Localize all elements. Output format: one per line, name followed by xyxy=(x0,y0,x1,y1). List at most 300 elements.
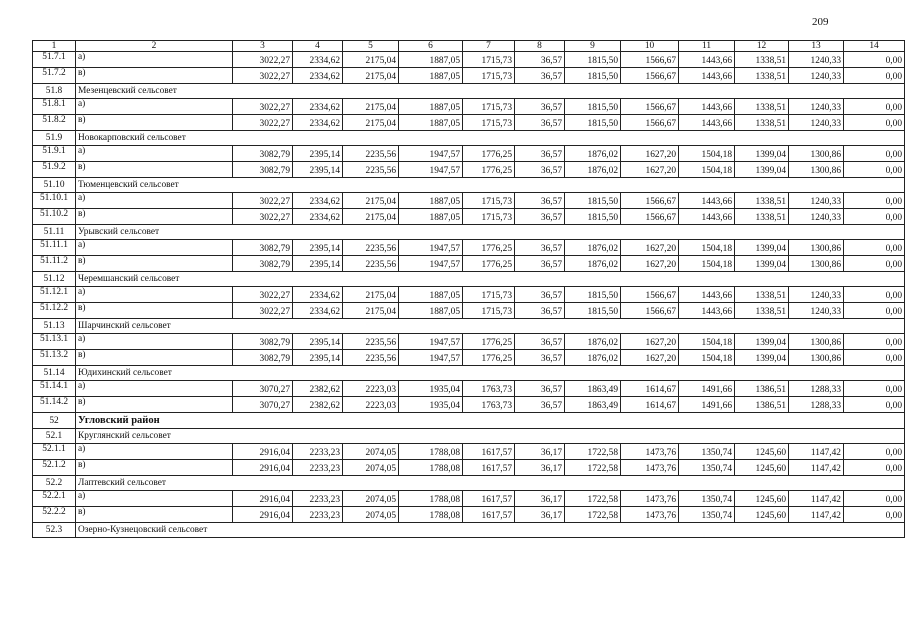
section-name: Лаптевский сельсовет xyxy=(76,476,905,491)
row-letter: а) xyxy=(76,334,233,350)
value-cell: 36,57 xyxy=(515,256,565,272)
row-code: 51.11.1 xyxy=(33,240,76,256)
value-cell: 1300,86 xyxy=(789,240,844,256)
value-cell: 1399,04 xyxy=(735,334,789,350)
row-code: 51.7.2 xyxy=(33,68,76,84)
value-cell: 0,00 xyxy=(844,193,905,209)
column-number-3: 3 xyxy=(233,41,293,52)
value-cell: 1443,66 xyxy=(679,52,735,68)
value-cell: 1240,33 xyxy=(789,68,844,84)
column-number-2: 2 xyxy=(76,41,233,52)
value-cell: 3070,27 xyxy=(233,397,293,413)
value-cell: 1788,08 xyxy=(399,460,463,476)
value-cell: 0,00 xyxy=(844,460,905,476)
value-cell: 36,57 xyxy=(515,381,565,397)
row-letter: в) xyxy=(76,397,233,413)
value-cell: 1715,73 xyxy=(463,52,515,68)
value-cell: 2235,56 xyxy=(343,240,399,256)
value-cell: 2175,04 xyxy=(343,52,399,68)
value-cell: 2235,56 xyxy=(343,334,399,350)
section-name: Урывский сельсовет xyxy=(76,225,905,240)
value-cell: 2395,14 xyxy=(293,334,343,350)
row-code: 51.10.2 xyxy=(33,209,76,225)
value-cell: 1627,20 xyxy=(621,350,679,366)
value-cell: 2334,62 xyxy=(293,209,343,225)
value-cell: 1240,33 xyxy=(789,209,844,225)
value-cell: 3022,27 xyxy=(233,99,293,115)
section-name: Шарчинский сельсовет xyxy=(76,319,905,334)
value-cell: 0,00 xyxy=(844,444,905,460)
section-row xyxy=(33,366,905,381)
value-cell: 2235,56 xyxy=(343,256,399,272)
value-cell: 2175,04 xyxy=(343,115,399,131)
table-row xyxy=(33,209,905,225)
value-cell: 1443,66 xyxy=(679,99,735,115)
table-row xyxy=(33,334,905,350)
value-cell: 3082,79 xyxy=(233,350,293,366)
row-code: 52.1.2 xyxy=(33,460,76,476)
section-code: 51.12 xyxy=(33,272,76,287)
value-cell: 1443,66 xyxy=(679,193,735,209)
value-cell: 1566,67 xyxy=(621,115,679,131)
value-cell: 1722,58 xyxy=(565,444,621,460)
value-cell: 3022,27 xyxy=(233,209,293,225)
value-cell: 1147,42 xyxy=(789,460,844,476)
value-cell: 1443,66 xyxy=(679,115,735,131)
column-number-6: 6 xyxy=(399,41,463,52)
value-cell: 1617,57 xyxy=(463,507,515,523)
value-cell: 36,57 xyxy=(515,334,565,350)
value-cell: 1147,42 xyxy=(789,491,844,507)
value-cell: 1788,08 xyxy=(399,444,463,460)
value-cell: 0,00 xyxy=(844,240,905,256)
value-cell: 1776,25 xyxy=(463,240,515,256)
value-cell: 2233,23 xyxy=(293,491,343,507)
value-cell: 1350,74 xyxy=(679,507,735,523)
value-cell: 36,57 xyxy=(515,287,565,303)
value-cell: 3082,79 xyxy=(233,146,293,162)
value-cell: 1300,86 xyxy=(789,350,844,366)
column-number-13: 13 xyxy=(789,41,844,52)
value-cell: 2235,56 xyxy=(343,350,399,366)
value-cell: 1863,49 xyxy=(565,397,621,413)
value-cell: 1245,60 xyxy=(735,491,789,507)
value-cell: 0,00 xyxy=(844,52,905,68)
value-cell: 2395,14 xyxy=(293,240,343,256)
value-cell: 3082,79 xyxy=(233,334,293,350)
tariff-table xyxy=(32,40,905,538)
value-cell: 1399,04 xyxy=(735,146,789,162)
page-number: 209 xyxy=(812,16,829,28)
value-cell: 0,00 xyxy=(844,99,905,115)
table-row xyxy=(33,52,905,68)
value-cell: 1443,66 xyxy=(679,68,735,84)
value-cell: 1776,25 xyxy=(463,350,515,366)
section-row xyxy=(33,319,905,334)
value-cell: 0,00 xyxy=(844,68,905,84)
value-cell: 36,57 xyxy=(515,350,565,366)
section-row xyxy=(33,178,905,193)
value-cell: 1473,76 xyxy=(621,460,679,476)
row-code: 51.13.2 xyxy=(33,350,76,366)
value-cell: 1399,04 xyxy=(735,240,789,256)
value-cell: 1386,51 xyxy=(735,397,789,413)
district-row xyxy=(33,413,905,429)
value-cell: 1887,05 xyxy=(399,68,463,84)
value-cell: 1887,05 xyxy=(399,303,463,319)
section-code: 52.3 xyxy=(33,523,76,538)
value-cell: 2334,62 xyxy=(293,99,343,115)
value-cell: 1876,02 xyxy=(565,256,621,272)
value-cell: 1815,50 xyxy=(565,193,621,209)
row-letter: в) xyxy=(76,115,233,131)
value-cell: 1763,73 xyxy=(463,397,515,413)
value-cell: 1300,86 xyxy=(789,256,844,272)
value-cell: 1876,02 xyxy=(565,334,621,350)
value-cell: 3022,27 xyxy=(233,303,293,319)
value-cell: 2334,62 xyxy=(293,193,343,209)
value-cell: 0,00 xyxy=(844,350,905,366)
table-row xyxy=(33,146,905,162)
table-row xyxy=(33,256,905,272)
value-cell: 1443,66 xyxy=(679,209,735,225)
value-cell: 1338,51 xyxy=(735,68,789,84)
value-cell: 0,00 xyxy=(844,303,905,319)
value-cell: 36,57 xyxy=(515,99,565,115)
value-cell: 2175,04 xyxy=(343,287,399,303)
value-cell: 1715,73 xyxy=(463,209,515,225)
row-code: 51.7.1 xyxy=(33,52,76,68)
value-cell: 1887,05 xyxy=(399,52,463,68)
value-cell: 2175,04 xyxy=(343,209,399,225)
row-letter: а) xyxy=(76,146,233,162)
value-cell: 2395,14 xyxy=(293,146,343,162)
value-cell: 1473,76 xyxy=(621,507,679,523)
row-letter: а) xyxy=(76,287,233,303)
row-letter: а) xyxy=(76,381,233,397)
value-cell: 1815,50 xyxy=(565,287,621,303)
value-cell: 36,57 xyxy=(515,52,565,68)
table-row xyxy=(33,68,905,84)
section-row xyxy=(33,84,905,99)
value-cell: 1788,08 xyxy=(399,507,463,523)
value-cell: 1722,58 xyxy=(565,507,621,523)
value-cell: 2382,62 xyxy=(293,397,343,413)
value-cell: 36,17 xyxy=(515,507,565,523)
value-cell: 0,00 xyxy=(844,162,905,178)
section-row xyxy=(33,225,905,240)
section-name: Мезенцевский сельсовет xyxy=(76,84,905,99)
table-row xyxy=(33,115,905,131)
column-number-4: 4 xyxy=(293,41,343,52)
table-row xyxy=(33,240,905,256)
value-cell: 1386,51 xyxy=(735,381,789,397)
value-cell: 1288,33 xyxy=(789,381,844,397)
value-cell: 1288,33 xyxy=(789,397,844,413)
value-cell: 0,00 xyxy=(844,115,905,131)
value-cell: 1627,20 xyxy=(621,334,679,350)
value-cell: 2074,05 xyxy=(343,460,399,476)
value-cell: 1240,33 xyxy=(789,303,844,319)
value-cell: 1566,67 xyxy=(621,99,679,115)
value-cell: 36,57 xyxy=(515,146,565,162)
value-cell: 2334,62 xyxy=(293,287,343,303)
value-cell: 1338,51 xyxy=(735,209,789,225)
section-name: Новокарповский сельсовет xyxy=(76,131,905,146)
value-cell: 1815,50 xyxy=(565,52,621,68)
value-cell: 1443,66 xyxy=(679,287,735,303)
row-code: 51.14.1 xyxy=(33,381,76,397)
value-cell: 2074,05 xyxy=(343,444,399,460)
value-cell: 2175,04 xyxy=(343,68,399,84)
value-cell: 36,57 xyxy=(515,303,565,319)
row-letter: в) xyxy=(76,209,233,225)
row-letter: в) xyxy=(76,256,233,272)
row-code: 51.14.2 xyxy=(33,397,76,413)
value-cell: 1617,57 xyxy=(463,460,515,476)
value-cell: 1947,57 xyxy=(399,162,463,178)
section-row xyxy=(33,272,905,287)
value-cell: 2223,03 xyxy=(343,381,399,397)
value-cell: 1240,33 xyxy=(789,52,844,68)
value-cell: 1722,58 xyxy=(565,460,621,476)
row-letter: в) xyxy=(76,303,233,319)
value-cell: 2916,04 xyxy=(233,444,293,460)
value-cell: 1300,86 xyxy=(789,162,844,178)
table-row xyxy=(33,491,905,507)
table-row xyxy=(33,99,905,115)
table-row xyxy=(33,162,905,178)
row-letter: в) xyxy=(76,68,233,84)
value-cell: 1627,20 xyxy=(621,256,679,272)
value-cell: 1473,76 xyxy=(621,491,679,507)
value-cell: 1399,04 xyxy=(735,162,789,178)
value-cell: 2233,23 xyxy=(293,507,343,523)
row-code: 51.9.1 xyxy=(33,146,76,162)
value-cell: 1473,76 xyxy=(621,444,679,460)
value-cell: 0,00 xyxy=(844,209,905,225)
value-cell: 36,57 xyxy=(515,240,565,256)
row-code: 52.1.1 xyxy=(33,444,76,460)
value-cell: 36,57 xyxy=(515,397,565,413)
row-code: 51.12.2 xyxy=(33,303,76,319)
value-cell: 2235,56 xyxy=(343,162,399,178)
value-cell: 1240,33 xyxy=(789,115,844,131)
row-code: 51.13.1 xyxy=(33,334,76,350)
value-cell: 1338,51 xyxy=(735,193,789,209)
value-cell: 1504,18 xyxy=(679,334,735,350)
value-cell: 3082,79 xyxy=(233,240,293,256)
value-cell: 1763,73 xyxy=(463,381,515,397)
value-cell: 1399,04 xyxy=(735,350,789,366)
value-cell: 0,00 xyxy=(844,334,905,350)
value-cell: 1776,25 xyxy=(463,256,515,272)
value-cell: 2175,04 xyxy=(343,193,399,209)
value-cell: 1491,66 xyxy=(679,381,735,397)
row-letter: в) xyxy=(76,507,233,523)
section-name: Озерно-Кузнецовский сельсовет xyxy=(76,523,905,538)
row-letter: в) xyxy=(76,350,233,366)
table-row xyxy=(33,193,905,209)
column-number-header-row xyxy=(33,41,905,52)
row-code: 51.8.2 xyxy=(33,115,76,131)
value-cell: 1776,25 xyxy=(463,146,515,162)
value-cell: 1947,57 xyxy=(399,240,463,256)
value-cell: 1350,74 xyxy=(679,460,735,476)
value-cell: 3022,27 xyxy=(233,287,293,303)
value-cell: 1715,73 xyxy=(463,303,515,319)
value-cell: 36,57 xyxy=(515,115,565,131)
section-code: 51.13 xyxy=(33,319,76,334)
value-cell: 1876,02 xyxy=(565,350,621,366)
column-number-14: 14 xyxy=(844,41,905,52)
value-cell: 3082,79 xyxy=(233,162,293,178)
value-cell: 1566,67 xyxy=(621,303,679,319)
value-cell: 36,17 xyxy=(515,491,565,507)
value-cell: 36,57 xyxy=(515,193,565,209)
value-cell: 36,17 xyxy=(515,460,565,476)
value-cell: 1566,67 xyxy=(621,68,679,84)
value-cell: 0,00 xyxy=(844,397,905,413)
value-cell: 1815,50 xyxy=(565,303,621,319)
value-cell: 2916,04 xyxy=(233,460,293,476)
value-cell: 3022,27 xyxy=(233,193,293,209)
column-number-10: 10 xyxy=(621,41,679,52)
value-cell: 2395,14 xyxy=(293,350,343,366)
table-row xyxy=(33,444,905,460)
value-cell: 2175,04 xyxy=(343,303,399,319)
value-cell: 1504,18 xyxy=(679,350,735,366)
column-number-9: 9 xyxy=(565,41,621,52)
row-letter: а) xyxy=(76,240,233,256)
value-cell: 3070,27 xyxy=(233,381,293,397)
value-cell: 2074,05 xyxy=(343,507,399,523)
value-cell: 1566,67 xyxy=(621,287,679,303)
value-cell: 1338,51 xyxy=(735,115,789,131)
section-name: Круглянский сельсовет xyxy=(76,429,905,444)
value-cell: 2074,05 xyxy=(343,491,399,507)
value-cell: 1245,60 xyxy=(735,444,789,460)
value-cell: 1935,04 xyxy=(399,397,463,413)
row-code: 52.2.2 xyxy=(33,507,76,523)
table-row xyxy=(33,460,905,476)
value-cell: 2916,04 xyxy=(233,507,293,523)
value-cell: 0,00 xyxy=(844,287,905,303)
value-cell: 1245,60 xyxy=(735,460,789,476)
value-cell: 2334,62 xyxy=(293,115,343,131)
value-cell: 1876,02 xyxy=(565,146,621,162)
value-cell: 1566,67 xyxy=(621,193,679,209)
value-cell: 1350,74 xyxy=(679,491,735,507)
column-number-12: 12 xyxy=(735,41,789,52)
value-cell: 2382,62 xyxy=(293,381,343,397)
section-row xyxy=(33,131,905,146)
row-code: 51.8.1 xyxy=(33,99,76,115)
row-letter: в) xyxy=(76,460,233,476)
value-cell: 1715,73 xyxy=(463,193,515,209)
value-cell: 1887,05 xyxy=(399,99,463,115)
value-cell: 1815,50 xyxy=(565,209,621,225)
value-cell: 1935,04 xyxy=(399,381,463,397)
value-cell: 1617,57 xyxy=(463,491,515,507)
row-letter: а) xyxy=(76,193,233,209)
row-code: 51.11.2 xyxy=(33,256,76,272)
value-cell: 1627,20 xyxy=(621,146,679,162)
value-cell: 2175,04 xyxy=(343,99,399,115)
value-cell: 1617,57 xyxy=(463,444,515,460)
value-cell: 1815,50 xyxy=(565,115,621,131)
column-number-8: 8 xyxy=(515,41,565,52)
value-cell: 1338,51 xyxy=(735,287,789,303)
section-code: 51.14 xyxy=(33,366,76,381)
value-cell: 1815,50 xyxy=(565,99,621,115)
section-code: 51.11 xyxy=(33,225,76,240)
value-cell: 1399,04 xyxy=(735,256,789,272)
row-letter: а) xyxy=(76,444,233,460)
value-cell: 36,57 xyxy=(515,209,565,225)
value-cell: 1491,66 xyxy=(679,397,735,413)
value-cell: 1350,74 xyxy=(679,444,735,460)
table-body xyxy=(33,41,905,538)
value-cell: 1504,18 xyxy=(679,162,735,178)
value-cell: 1776,25 xyxy=(463,162,515,178)
value-cell: 2223,03 xyxy=(343,397,399,413)
row-code: 51.9.2 xyxy=(33,162,76,178)
district-name: Угловский район xyxy=(76,413,905,429)
column-number-1: 1 xyxy=(33,41,76,52)
value-cell: 1240,33 xyxy=(789,193,844,209)
section-row xyxy=(33,429,905,444)
section-code: 52.1 xyxy=(33,429,76,444)
value-cell: 2233,23 xyxy=(293,444,343,460)
value-cell: 1788,08 xyxy=(399,491,463,507)
value-cell: 1947,57 xyxy=(399,334,463,350)
value-cell: 1887,05 xyxy=(399,287,463,303)
row-code: 51.10.1 xyxy=(33,193,76,209)
value-cell: 2395,14 xyxy=(293,162,343,178)
value-cell: 1947,57 xyxy=(399,350,463,366)
table-row xyxy=(33,287,905,303)
value-cell: 1887,05 xyxy=(399,193,463,209)
value-cell: 1715,73 xyxy=(463,99,515,115)
table-row xyxy=(33,507,905,523)
value-cell: 2334,62 xyxy=(293,303,343,319)
table-row xyxy=(33,397,905,413)
value-cell: 1947,57 xyxy=(399,256,463,272)
value-cell: 2916,04 xyxy=(233,491,293,507)
value-cell: 1566,67 xyxy=(621,209,679,225)
row-letter: а) xyxy=(76,491,233,507)
section-row xyxy=(33,476,905,491)
value-cell: 1300,86 xyxy=(789,146,844,162)
value-cell: 1566,67 xyxy=(621,52,679,68)
value-cell: 1338,51 xyxy=(735,99,789,115)
section-code: 52.2 xyxy=(33,476,76,491)
value-cell: 0,00 xyxy=(844,507,905,523)
table-row xyxy=(33,350,905,366)
value-cell: 3082,79 xyxy=(233,256,293,272)
section-code: 51.8 xyxy=(33,84,76,99)
value-cell: 1614,67 xyxy=(621,397,679,413)
value-cell: 1245,60 xyxy=(735,507,789,523)
value-cell: 1443,66 xyxy=(679,303,735,319)
value-cell: 1147,42 xyxy=(789,444,844,460)
row-letter: в) xyxy=(76,162,233,178)
column-number-5: 5 xyxy=(343,41,399,52)
value-cell: 1715,73 xyxy=(463,68,515,84)
value-cell: 1504,18 xyxy=(679,240,735,256)
value-cell: 1887,05 xyxy=(399,115,463,131)
